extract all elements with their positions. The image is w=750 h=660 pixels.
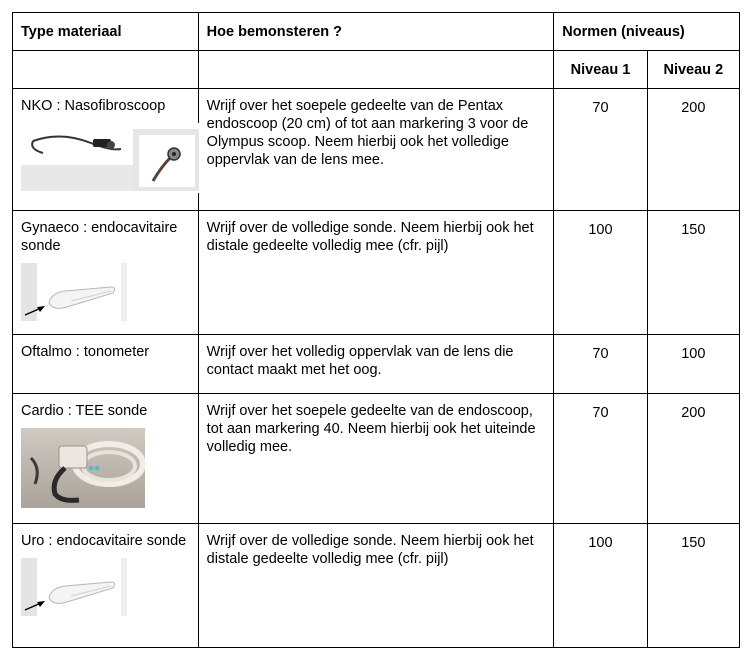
type-cell bbox=[13, 335, 199, 393]
table-row bbox=[13, 211, 740, 335]
header-row bbox=[13, 13, 740, 51]
header-level1: Niveau 1 bbox=[554, 51, 647, 89]
level1-value: 70 bbox=[554, 335, 647, 393]
level2-value: 200 bbox=[647, 89, 739, 211]
type-label: Cardio : TEE sonde bbox=[21, 402, 148, 419]
level1-value: 100 bbox=[554, 523, 647, 647]
header-norms: Normen (niveaus) bbox=[554, 13, 740, 51]
tee-probe-photo bbox=[21, 428, 145, 508]
type-cell bbox=[13, 211, 199, 335]
type-label: Oftalmo : tonometer bbox=[21, 344, 150, 361]
level1-value: 70 bbox=[554, 89, 647, 211]
header-type: Type materiaal bbox=[13, 13, 199, 51]
table-row bbox=[13, 393, 740, 523]
how-cell: Wrijf over het soepele gedeelte van de Pentax endoscoop (20 cm) of tot aan markering 3 voor de Olympus scoop. Neem hierbij ook het volledige oppervlak van de lens mee. bbox=[198, 89, 554, 211]
type-label: NKO : Nasofibroscoop bbox=[21, 98, 166, 115]
type-cell bbox=[13, 523, 199, 647]
how-cell: Wrijf over de volledige sonde. Neem hierbij ook het distale gedeelte volledig mee (cfr. pijl) bbox=[198, 523, 554, 647]
type-label: Uro : endocavitaire sonde bbox=[21, 532, 187, 549]
type-cell bbox=[13, 393, 199, 523]
sampling-table bbox=[12, 12, 740, 648]
level1-value: 70 bbox=[554, 393, 647, 523]
level1-value: 100 bbox=[554, 211, 647, 335]
subheader-row bbox=[13, 51, 740, 89]
level2-value: 200 bbox=[647, 393, 739, 523]
table-row bbox=[13, 89, 740, 211]
level2-value: 150 bbox=[647, 211, 739, 335]
header-how: Hoe bemonsteren ? bbox=[198, 13, 554, 51]
header-level2: Niveau 2 bbox=[647, 51, 739, 89]
how-cell: Wrijf over de volledige sonde. Neem hierbij ook het distale gedeelte volledig mee (cfr. pijl) bbox=[198, 211, 554, 335]
nasofibroscope-photo bbox=[21, 123, 199, 193]
endocavitary-probe-photo bbox=[21, 263, 127, 321]
table-row bbox=[13, 523, 740, 647]
table-row bbox=[13, 335, 740, 393]
empty-cell bbox=[13, 51, 199, 89]
type-cell bbox=[13, 89, 199, 211]
how-cell: Wrijf over het soepele gedeelte van de endoscoop, tot aan markering 40. Neem hierbij ook het uiteinde volledig mee. bbox=[198, 393, 554, 523]
endocavitary-probe-photo bbox=[21, 558, 127, 616]
how-cell: Wrijf over het volledig oppervlak van de lens die contact maakt met het oog. bbox=[198, 335, 554, 393]
empty-cell bbox=[198, 51, 554, 89]
level2-value: 150 bbox=[647, 523, 739, 647]
level2-value: 100 bbox=[647, 335, 739, 393]
type-label: Gynaeco : endocavitaire sonde bbox=[21, 220, 178, 255]
